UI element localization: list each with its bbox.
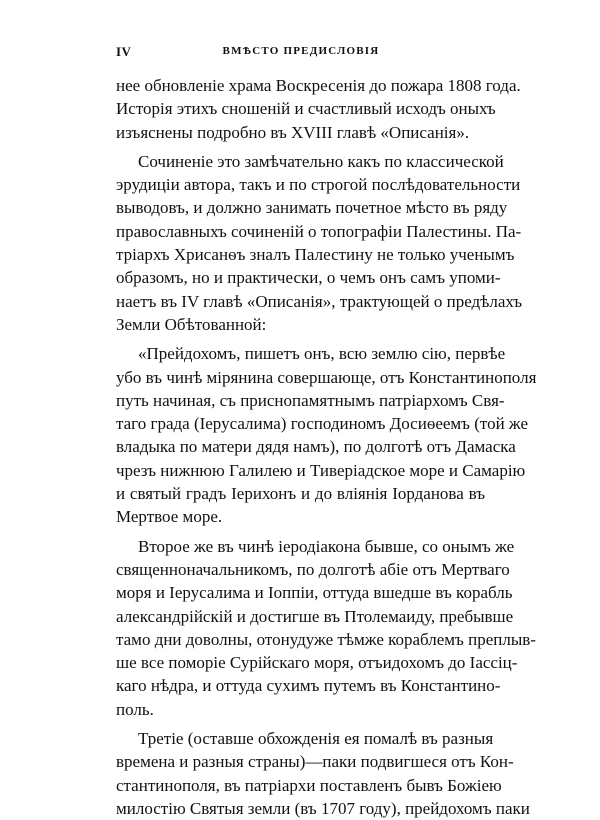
text-line: образомъ, но и практически, о чемъ онъ самъ упоми- bbox=[116, 268, 501, 288]
paragraph bbox=[116, 342, 537, 528]
text-line: Земли Обѣтованной: bbox=[116, 314, 267, 334]
text-line: убо въ чинѣ мірянина совершающе, отъ Константинополя bbox=[116, 367, 537, 387]
text-line: тріархъ Хрисанѳъ зналъ Палестину не только ученымъ bbox=[116, 245, 515, 265]
text-line: тамо дни доволны, отонудуже тѣмже кораблемъ преплыв- bbox=[116, 629, 536, 649]
text-line: Второе же въ чинѣ іеродіакона бывше, со онымъ же bbox=[138, 536, 515, 556]
text-line: владыка по матери дядя намъ), по долготѣ отъ Дамаска bbox=[116, 437, 516, 457]
paragraph bbox=[116, 150, 523, 336]
text-line: путь начиная, съ приснопамятнымъ патріархомъ Свя- bbox=[116, 390, 505, 410]
text-line: времена и разныя страны)—паки подвигшеся отъ Кон- bbox=[116, 752, 514, 772]
text-line: священноначальникомъ, по долготѣ абіе отъ Мертваго bbox=[116, 559, 510, 579]
text-line: милостію Святыя земли (въ 1707 году), прейдохомъ паки bbox=[116, 798, 530, 818]
page-number: IV bbox=[116, 44, 132, 59]
text-line: ше все поморіе Сурійскаго моря, отъидохомъ до Іассіц- bbox=[116, 653, 518, 673]
text-line: Исторія этихъ сношеній и счастливый исходъ оныхъ bbox=[116, 99, 496, 119]
text-line: таго града (Іерусалима) господиномъ Досиѳеемъ (той же bbox=[116, 414, 528, 434]
text-line: каго нѣдра, и оттуда сухимъ путемъ въ Константино- bbox=[116, 676, 501, 696]
text-line: поль. bbox=[116, 699, 154, 719]
text-line: наетъ въ IV главѣ «Описанія», трактующей о предѣлахъ bbox=[116, 291, 523, 311]
text-line: моря и Іерусалима и Іоппіи, оттуда вшедше въ корабль bbox=[116, 583, 513, 603]
text-line: Третіе (оставше обхожденія ея помалѣ въ разныя bbox=[138, 729, 494, 749]
text-line: чрезъ нижнюю Галилею и Тиверіадское море и Самарію bbox=[116, 460, 526, 480]
page-header bbox=[116, 44, 486, 60]
text-line: стантинополя, въ патріархи поставленъ бывъ Божіею bbox=[116, 775, 502, 795]
text-line: александрійскій и достигше въ Птолемаиду, пребывше bbox=[116, 606, 514, 626]
text-line: православныхъ сочиненій о топографіи Палестины. Па- bbox=[116, 221, 522, 241]
text-line: Мертвое море. bbox=[116, 507, 223, 527]
text-line: выводовъ, и должно занимать почетное мѣсто въ ряду bbox=[116, 198, 508, 218]
text-line: Сочиненіе это замѣчательно какъ по классической bbox=[138, 151, 504, 171]
page-body bbox=[116, 74, 537, 820]
running-head: ВМѢСТО ПРЕДИСЛОВІЯ bbox=[222, 45, 380, 57]
paragraph bbox=[116, 535, 536, 721]
text-line: эрудиціи автора, такъ и по строгой послѣдовательности bbox=[116, 175, 521, 195]
text-line: нее обновленіе храма Воскресенія до пожара 1808 года. bbox=[116, 76, 521, 95]
paragraph bbox=[116, 74, 521, 144]
text-line: «Прейдохомъ, пишетъ онъ, всю землю сію, первѣе bbox=[138, 344, 506, 364]
text-line: изъяснены подробно въ XVIII главѣ «Описанія». bbox=[116, 122, 470, 142]
text-line: и святый градъ Іерихонъ и до вліянія Іорданова въ bbox=[116, 484, 485, 504]
paragraph bbox=[116, 727, 530, 820]
